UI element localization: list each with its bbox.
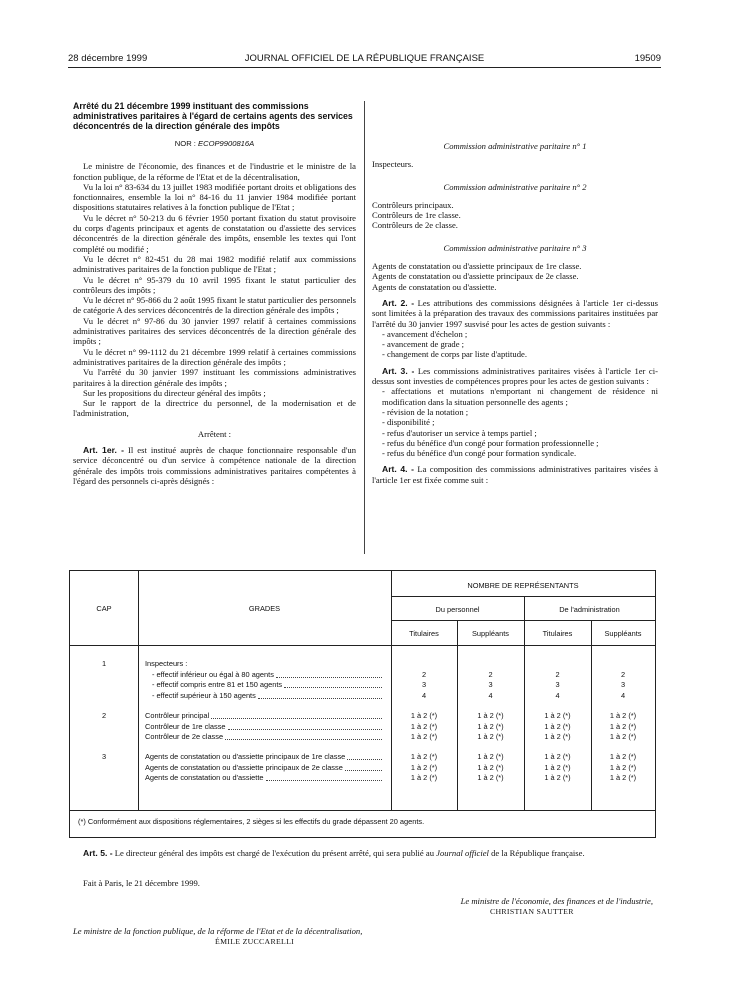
issue-date: 28 décembre 1999 <box>68 53 148 64</box>
table-cell-value: 1 à 2 (*) <box>609 752 637 761</box>
visa-paragraph: Vu le décret n° 82-451 du 28 mai 1982 modifié relatif aux commissions administratives paritaires de la fonction publique de l'Etat ; <box>73 253 356 275</box>
table-cell-value: 1 à 2 (*) <box>544 762 571 772</box>
minister-1-name: CHRISTIAN SAUTTER <box>490 907 574 916</box>
dot-leader <box>258 698 382 699</box>
col-personnel-header: Du personnel <box>435 605 480 614</box>
grade-label: Contrôleur de 1re classe <box>145 721 226 731</box>
journal-title: JOURNAL OFFICIEL DE LA RÉPUBLIQUE FRANÇAISE <box>244 53 485 64</box>
visa-paragraph: Sur les propositions du directeur général des impôts ; <box>83 387 266 398</box>
table-cell-value: 1 à 2 (*) <box>609 711 637 720</box>
article-list-item: - changement de corps par liste d'aptitude. <box>382 349 527 360</box>
commission-heading: Commission administrative paritaire n° 1 <box>443 141 587 151</box>
dot-leader <box>211 718 382 719</box>
nor-code: ECOP9900816A <box>198 139 255 148</box>
table-cell-value: 1 à 2 (*) <box>410 711 438 720</box>
commission-item: Contrôleurs principaux. <box>372 199 454 210</box>
page-header <box>68 53 661 67</box>
visa-paragraph: Le ministre de l'économie, des finances et de l'industrie et le ministre de la fonction publique, de la réforme de l'Etat et de la décentralisation, <box>73 161 356 182</box>
article-5-text-before: Le directeur général des impôts est chargé de l'exécution du présent arrêté, qui sera publié au <box>114 848 434 858</box>
table-cell-value: 1 à 2 (*) <box>410 721 438 731</box>
commissions-list <box>372 141 658 292</box>
grade-label: Agents de constatation ou d'assiette <box>145 773 264 782</box>
visa-paragraph: Vu le décret n° 99-1112 du 21 décembre 1999 relatif à certaines commissions administratives paritaires de la direction générale des impôts ; <box>73 346 356 367</box>
grade-label: - effectif supérieur à 150 agents <box>152 690 256 700</box>
article-5-label: Art. 5. - <box>83 848 113 858</box>
commission-heading: Commission administrative paritaire n° 3 <box>443 242 587 253</box>
article-list-item: - refus du bénéfice d'un congé pour formation syndicale. <box>382 448 577 459</box>
table-cell-value: 3 <box>488 680 493 689</box>
table-cell-value: 1 à 2 (*) <box>544 711 571 720</box>
col-administration-header: De l'administration <box>559 605 620 614</box>
right-column <box>372 101 658 556</box>
article-3-label: Art. 3. - <box>382 365 415 376</box>
visa-paragraph: Vu le décret n° 50-213 du 6 février 1950 portant fixation du statut provisoire du corps d'agents principaux et agents de constatation ou d'assiette des services déconcentrés de la direction générale des impôts, ensemble les textes qui l'ont complété ou modifié ; <box>73 212 356 254</box>
dot-leader <box>284 687 382 688</box>
table-cell-value: 1 à 2 (*) <box>544 732 571 741</box>
page-number: 19509 <box>634 53 661 64</box>
visa-paragraph: Sur le rapport de la directrice du personnel, de la modernisation et de l'administration, <box>73 398 356 419</box>
table-cell-value: 1 à 2 (*) <box>477 762 504 772</box>
article-list-item: - révision de la notation ; <box>382 406 469 417</box>
visa-paragraph: Vu le décret n° 95-379 du 10 avril 1995 fixant le statut particulier des contrôleurs des impôts ; <box>73 274 356 295</box>
table-cell-value: 1 à 2 (*) <box>609 762 637 772</box>
commission-item: Agents de constatation ou d'assiette principaux de 2e classe. <box>372 271 579 282</box>
table-cell-value: 4 <box>555 690 560 700</box>
dot-leader <box>225 739 382 740</box>
table-cell-value: 1 à 2 (*) <box>544 721 571 731</box>
commission-item: Contrôleurs de 1re classe. <box>372 210 461 221</box>
commission-item: Agents de constatation ou d'assiette. <box>372 281 497 292</box>
article-2-items <box>372 329 658 360</box>
table-cell-value: 4 <box>620 690 626 700</box>
table-cell-value: 1 à 2 (*) <box>609 721 637 731</box>
article-5-journal: Journal officiel <box>436 848 489 858</box>
table-cell-value: 1 à 2 (*) <box>477 711 504 720</box>
grade-group-header: Inspecteurs : <box>145 659 188 668</box>
cap-number: 3 <box>101 752 107 761</box>
header-rule <box>68 67 661 68</box>
arrete-title: Arrêté du 21 décembre 1999 instituant des commissions administratives paritaires à l'égard de certains agents des services déconcentrés de la direction générale des impôts <box>73 101 353 131</box>
grade-label: Agents de constatation ou d'assiette principaux de 1re classe <box>145 752 346 761</box>
table-cell-value: 1 à 2 (*) <box>410 752 438 761</box>
table-footnote: (*) Conformément aux dispositions réglementaires, 2 sièges si les effectifs du grade dépassent 20 agents. <box>78 817 425 826</box>
article-1-label: Art. 1er. - <box>83 445 124 456</box>
table-cell-value: 1 à 2 (*) <box>609 732 637 741</box>
dot-leader <box>347 759 382 760</box>
cap-number: 2 <box>101 711 107 720</box>
article-4 <box>372 464 658 485</box>
table-cell-value: 3 <box>620 680 626 689</box>
table-cell-value: 4 <box>488 690 493 700</box>
article-5 <box>73 848 658 858</box>
dot-leader <box>276 677 382 678</box>
article-2-label: Art. 2. - <box>382 297 415 308</box>
nor-reference <box>73 139 356 149</box>
article-list-item: - avancement d'échelon ; <box>382 328 468 339</box>
article-list-item: - refus du bénéfice d'un congé pour formation professionnelle ; <box>382 437 599 448</box>
table-cell-value: 1 à 2 (*) <box>477 773 504 782</box>
article-list-item: - disponibilité ; <box>382 417 435 428</box>
col-nombre-header: NOMBRE DE REPRÉSENTANTS <box>467 581 579 590</box>
cap-number: 1 <box>101 659 107 668</box>
commission-item: Agents de constatation ou d'assiette principaux de 1re classe. <box>372 261 582 272</box>
minister-2-title: Le ministre de la fonction publique, de la réforme de l'Etat et de la décentralisation, <box>73 926 363 936</box>
minister-2-name: ÉMILE ZUCCARELLI <box>215 937 295 946</box>
minister-1-title: Le ministre de l'économie, des finances et de l'industrie, <box>460 896 653 906</box>
article-3 <box>372 366 658 387</box>
visa-paragraph: Vu l'arrêté du 30 janvier 1997 instituant les commissions administratives paritaires à la direction générale des impôts ; <box>73 367 356 388</box>
commission-item: Inspecteurs. <box>372 159 414 170</box>
grade-label: Contrôleur de 2e classe <box>145 732 224 741</box>
col-suppleants-administration: Suppléants <box>604 629 642 638</box>
commission-item: Contrôleurs de 2e classe. <box>372 220 458 231</box>
column-divider <box>364 101 365 554</box>
visas-list <box>73 161 356 418</box>
table-cell-value: 1 à 2 (*) <box>477 732 504 741</box>
table-cell-value: 1 à 2 (*) <box>477 721 504 731</box>
grade-label: - effectif compris entre 81 et 150 agents <box>152 680 283 689</box>
article-5-text-after: de la République française. <box>491 848 585 858</box>
article-1-text: Il est institué auprès de chaque fonctionnaire responsable d'un service déconcentré ou d'un service à compétence nationale de la direction générale des impôts trois commissions administratives paritaires compétentes à l'égard des personnels ci-après désignés : <box>73 445 356 486</box>
table-cell-value: 1 à 2 (*) <box>410 732 438 741</box>
dot-leader <box>266 780 382 781</box>
article-2 <box>372 298 658 329</box>
table-cell-value: 1 à 2 (*) <box>609 773 637 782</box>
col-grades-header: GRADES <box>248 604 281 613</box>
fait-a-paris: Fait à Paris, le 21 décembre 1999. <box>83 878 200 888</box>
col-suppleants-personnel: Suppléants <box>472 629 509 638</box>
table-cell-value: 1 à 2 (*) <box>544 773 571 782</box>
article-1-continuation-space <box>372 101 658 141</box>
visa-paragraph: Vu le décret n° 95-866 du 2 août 1995 fixant le statut particulier des personnels de catégorie A des services déconcentrés de la direction générale des impôts ; <box>73 295 356 316</box>
article-1 <box>73 445 356 486</box>
nor-label: NOR : <box>174 139 196 148</box>
article-3-text: Les commissions administratives paritaires visées à l'article 1er ci-dessus sont investies de compétences propres pour les actes de gestion suivants : <box>372 365 658 387</box>
composition-table <box>69 570 656 838</box>
table-cell-value: 2 <box>620 669 626 679</box>
table-cell-value: 2 <box>421 669 427 679</box>
dot-leader <box>228 729 382 730</box>
col-titulaires-administration: Titulaires <box>542 629 573 638</box>
visa-paragraph: Vu la loi n° 83-634 du 13 juillet 1983 modifiée portant droits et obligations des fonctionnaires, ensemble la loi n° 84-16 du 11 janvier 1984 modifiée portant dispositions statutaires relatives à la fonction publique de l'Etat ; <box>73 181 356 213</box>
table-cell-value: 2 <box>488 669 493 679</box>
table-cell-value: 1 à 2 (*) <box>410 762 438 772</box>
arretent: Arrêtent : <box>197 428 232 439</box>
table-cell-value: 3 <box>555 680 560 689</box>
col-cap-header: CAP <box>96 604 112 613</box>
dot-leader <box>345 770 382 771</box>
table-cell-value: 3 <box>421 680 427 689</box>
grade-label: Contrôleur principal <box>145 711 210 720</box>
table-cell-value: 1 à 2 (*) <box>410 773 438 782</box>
table-cell-value: 1 à 2 (*) <box>544 752 571 761</box>
article-list-item: - affectations et mutations n'emportant ni changement de résidence ni modification dans la situation personnelle des agents ; <box>382 386 658 407</box>
article-list-item: - refus d'autoriser un service à temps partiel ; <box>382 427 537 438</box>
visa-paragraph: Vu le décret n° 97-86 du 30 janvier 1997 relatif à certaines commissions administratives paritaires des services déconcentrés de la direction générale des impôts ; <box>73 315 356 347</box>
left-column <box>73 101 356 556</box>
article-4-label: Art. 4. - <box>382 464 415 475</box>
commission-heading: Commission administrative paritaire n° 2 <box>443 181 587 192</box>
col-titulaires-personnel: Titulaires <box>409 629 439 638</box>
article-list-item: - avancement de grade ; <box>382 339 465 350</box>
grade-label: Agents de constatation ou d'assiette principaux de 2e classe <box>145 762 343 772</box>
article-4-text: La composition des commissions administratives paritaires visées à l'article 1er est fixée comme suit : <box>372 464 658 485</box>
article-3-items <box>372 386 658 458</box>
table-cell-value: 2 <box>555 669 560 679</box>
table-cell-value: 4 <box>421 690 427 700</box>
table-cell-value: 1 à 2 (*) <box>477 752 504 761</box>
grade-label: - effectif inférieur ou égal à 80 agents <box>152 669 274 679</box>
article-2-text: Les attributions des commissions désignées à l'article 1er ci-dessus sont limitées à la préparation des travaux des commissions paritaires instituées par l'arrêté du 30 janvier 1997 susvisé pour les actes de gestion suivants : <box>372 297 659 329</box>
